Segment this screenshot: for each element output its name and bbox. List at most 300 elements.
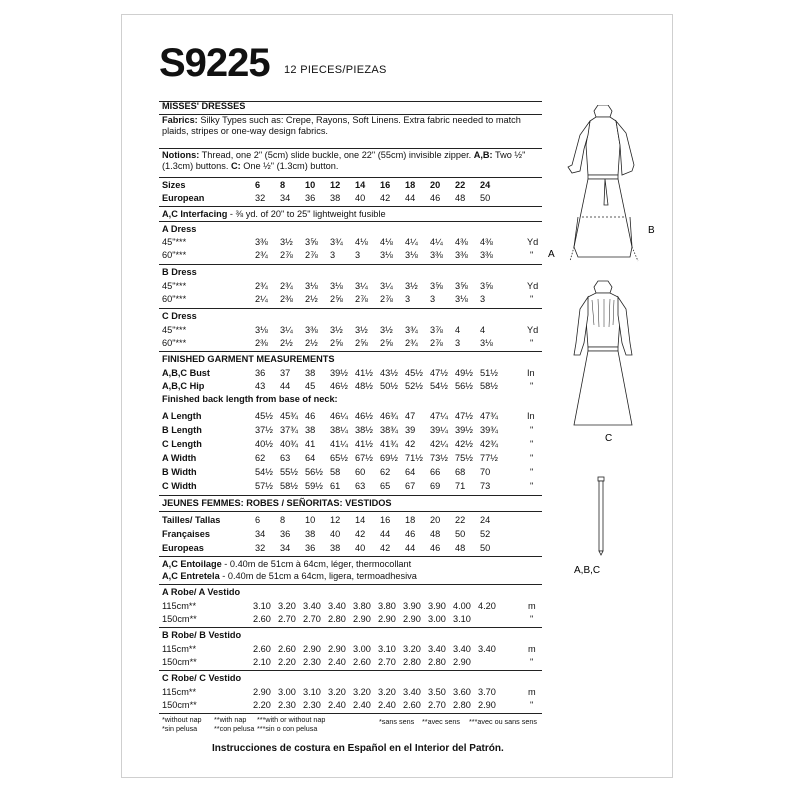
cell: 8 <box>280 180 286 190</box>
a-dress-unit: Yd <box>527 237 539 247</box>
notions-text <box>162 150 542 172</box>
b-robe-115-label: 115cm** <box>162 644 197 654</box>
cell: 46½ <box>355 411 373 421</box>
cell: 58½ <box>280 481 298 491</box>
cell: 4¼ <box>430 237 443 247</box>
entoilage-body: - 0.40m de 51cm à 64cm, léger, thermocollant <box>224 559 412 569</box>
cell: 2.80 <box>328 614 346 624</box>
a-robe-title: A Robe/ A Vestido <box>162 587 241 597</box>
cell: 3.00 <box>278 687 296 697</box>
a-robe-unit: m <box>528 601 536 611</box>
cell: 39½ <box>455 425 473 435</box>
entretela-text <box>162 571 417 582</box>
a-robe-unit2: " <box>530 614 534 624</box>
cell: 2⅜ <box>280 294 293 304</box>
cell: 4⅛ <box>355 237 368 247</box>
cell: 2⅝ <box>330 294 343 304</box>
cell: 38 <box>305 529 316 539</box>
cell: 39¼ <box>430 425 448 435</box>
cell: 3⅝ <box>305 237 318 247</box>
french-title: JEUNES FEMMES: ROBES / SEÑORITAS: VESTIDOS <box>162 498 392 508</box>
cell: 41¼ <box>330 439 348 449</box>
divider <box>159 351 542 352</box>
a-length-unit: In <box>527 411 535 421</box>
a-dress-title: A Dress <box>162 224 197 234</box>
c-dress-45-label: 45"*** <box>162 325 187 335</box>
c-dress-60-label: 60"*** <box>162 338 187 348</box>
cell: 2.30 <box>303 657 321 667</box>
cell: 2¾ <box>255 250 268 260</box>
finished-title: FINISHED GARMENT MEASUREMENTS <box>162 354 335 364</box>
cell: 34 <box>280 193 291 203</box>
cell: 2.30 <box>278 700 296 710</box>
cell: 42 <box>380 193 391 203</box>
cell: 50 <box>480 543 491 553</box>
footnote: ***with or without nap <box>257 715 326 724</box>
cell: 52½ <box>405 381 423 391</box>
fabrics-label: Fabrics: <box>162 115 198 125</box>
cell: 22 <box>455 515 466 525</box>
cell: 3.10 <box>378 644 396 654</box>
footnote: ***avec ou sans sens <box>469 717 537 726</box>
cell: 40 <box>355 543 366 553</box>
cell: 2.90 <box>353 614 371 624</box>
cell: 2⅞ <box>430 338 443 348</box>
cell: 2.40 <box>328 657 346 667</box>
b-robe-unit: m <box>528 644 536 654</box>
cell: 69 <box>430 481 441 491</box>
cell: 67 <box>405 481 416 491</box>
ditto-mark: " <box>530 338 534 348</box>
hip-unit: " <box>530 381 534 391</box>
c-robe-115-label: 115cm** <box>162 687 197 697</box>
cell: 48½ <box>355 381 373 391</box>
divider <box>159 627 542 628</box>
cell: 59½ <box>305 481 323 491</box>
cell: 2.90 <box>378 614 396 624</box>
cell: 3½ <box>280 237 293 247</box>
b-robe-title: B Robe/ B Vestido <box>162 630 242 640</box>
cell: 14 <box>355 515 366 525</box>
europeas-label: Europeas <box>162 543 204 553</box>
cell: 43½ <box>380 368 398 378</box>
footnote: *sans sens <box>379 717 415 726</box>
cell: 3⅜ <box>455 250 468 260</box>
cell: 3⅛ <box>405 250 418 260</box>
pattern-number: S9225 <box>159 41 270 85</box>
cell: 3⅛ <box>330 281 343 291</box>
ditto-mark: " <box>530 250 534 260</box>
cell: 39½ <box>330 368 348 378</box>
cell: 40¾ <box>280 439 298 449</box>
cell: 4⅛ <box>380 237 393 247</box>
cell: 48 <box>430 529 441 539</box>
a-width-label: A Width <box>162 453 197 463</box>
c-width-label: C Width <box>162 481 197 491</box>
cell: 2⅞ <box>280 250 293 260</box>
cell: 2⅝ <box>330 338 343 348</box>
label-a: A <box>548 249 555 260</box>
label-belt: A,B,C <box>574 565 601 576</box>
cell: 20 <box>430 180 441 190</box>
cell: 2¾ <box>280 281 293 291</box>
b-robe-unit2: " <box>530 657 534 667</box>
cell: 2.70 <box>303 614 321 624</box>
cell: 47½ <box>430 368 448 378</box>
cell: 46½ <box>330 381 348 391</box>
cell: 38 <box>305 425 316 435</box>
cell: 43 <box>255 381 266 391</box>
cell: 3.90 <box>428 601 446 611</box>
cell: 2½ <box>280 338 293 348</box>
cell: 3.90 <box>403 601 421 611</box>
cell: 32 <box>255 193 266 203</box>
cell: 3⅛ <box>305 281 318 291</box>
cell: 34 <box>280 543 291 553</box>
cell: 45¾ <box>280 411 298 421</box>
cell: 51½ <box>480 368 498 378</box>
cell: 4¼ <box>405 237 418 247</box>
cell: 44 <box>380 529 391 539</box>
cell: 36 <box>280 529 291 539</box>
cell: 3⅛ <box>480 338 493 348</box>
cell: 54½ <box>430 381 448 391</box>
b-dress-45-label: 45"*** <box>162 281 187 291</box>
entoilage-label: A,C Entoilage <box>162 559 222 569</box>
cell: 46 <box>430 543 441 553</box>
notions-label: Notions: <box>162 150 200 160</box>
cell: 48 <box>455 193 466 203</box>
cell: 3.50 <box>428 687 446 697</box>
cell: 38 <box>330 543 341 553</box>
cell: 38 <box>330 193 341 203</box>
cell: 58½ <box>480 381 498 391</box>
cell: 2⅞ <box>380 294 393 304</box>
footnote: ***sin o con pelusa <box>257 724 318 733</box>
cell: 3⅜ <box>480 250 493 260</box>
cell: 2.60 <box>403 700 421 710</box>
cell: 46 <box>305 411 316 421</box>
cell: 3⅝ <box>480 281 493 291</box>
cell: 2.60 <box>253 644 271 654</box>
c-dress-title: C Dress <box>162 311 197 321</box>
footnote: *without nap <box>162 715 202 724</box>
b-length-unit: " <box>530 425 534 435</box>
cell: 2⅝ <box>380 338 393 348</box>
footnote: **con pelusa <box>214 724 255 733</box>
cell: 52 <box>480 529 491 539</box>
cell: 32 <box>255 543 266 553</box>
cell: 2.90 <box>403 614 421 624</box>
cell: 44 <box>405 543 416 553</box>
cell: 46 <box>405 529 416 539</box>
divider <box>159 670 542 671</box>
b-width-unit: " <box>530 467 534 477</box>
cell: 3½ <box>380 325 393 335</box>
cell: 63 <box>355 481 366 491</box>
divider <box>159 177 542 178</box>
cell: 3.00 <box>353 644 371 654</box>
cell: 24 <box>480 515 491 525</box>
footnote: *sin pelusa <box>162 724 198 733</box>
cell: 12 <box>330 515 341 525</box>
footnote: **avec sens <box>422 717 460 726</box>
cell: 71 <box>455 481 466 491</box>
cell: 4.00 <box>453 601 471 611</box>
cell: 3¾ <box>330 237 343 247</box>
interfacing-text <box>162 209 386 220</box>
cell: 73 <box>480 481 491 491</box>
cell: 50 <box>480 193 491 203</box>
b-dress-title: B Dress <box>162 267 197 277</box>
cell: 56½ <box>305 467 323 477</box>
cell: 37½ <box>255 425 273 435</box>
cell: 66 <box>430 467 441 477</box>
cell: 42½ <box>455 439 473 449</box>
c-robe-unit: m <box>528 687 536 697</box>
a-robe-115-label: 115cm** <box>162 601 197 611</box>
label-c: C <box>605 433 613 444</box>
cell: 3.80 <box>378 601 396 611</box>
cell: 69½ <box>380 453 398 463</box>
cell: 3⅜ <box>255 237 268 247</box>
b-width-label: B Width <box>162 467 197 477</box>
cell: 40½ <box>255 439 273 449</box>
bust-unit: In <box>527 368 535 378</box>
cell: 46¼ <box>330 411 348 421</box>
cell: 2.60 <box>278 644 296 654</box>
cell: 2.80 <box>428 657 446 667</box>
cell: 14 <box>355 180 366 190</box>
divider <box>159 556 542 557</box>
cell: 47¼ <box>430 411 448 421</box>
cell: 63 <box>280 453 291 463</box>
cell: 70 <box>480 467 491 477</box>
cell: 3 <box>330 250 336 260</box>
cell: 39 <box>405 425 416 435</box>
pieces-count: 12 PIECES/PIEZAS <box>284 64 387 76</box>
cell: 42 <box>380 543 391 553</box>
cell: 36 <box>255 368 266 378</box>
cell: 3.10 <box>253 601 271 611</box>
a-dress-45-label: 45"*** <box>162 237 187 247</box>
cell: 3.20 <box>278 601 296 611</box>
bust-label: A,B,C Bust <box>162 368 210 378</box>
a-robe-150-label: 150cm** <box>162 614 197 624</box>
cell: 62 <box>380 467 391 477</box>
c-robe-150-label: 150cm** <box>162 700 197 710</box>
cell: 2.60 <box>253 614 271 624</box>
cell: 3.80 <box>353 601 371 611</box>
cell: 3.20 <box>328 687 346 697</box>
cell: 37¾ <box>280 425 298 435</box>
cell: 3.20 <box>403 644 421 654</box>
cell: 2.90 <box>253 687 271 697</box>
c-length-unit: " <box>530 439 534 449</box>
cell: 38¼ <box>330 425 348 435</box>
c-width-unit: " <box>530 481 534 491</box>
cell: 3¼ <box>355 281 368 291</box>
section-title: MISSES' DRESSES <box>162 101 246 111</box>
back-length-title: Finished back length from base of neck: <box>162 394 338 404</box>
cell: 3⅞ <box>430 325 443 335</box>
cell: 3.40 <box>453 644 471 654</box>
cell: 65 <box>380 481 391 491</box>
cell: 41½ <box>355 368 373 378</box>
cell: 3 <box>430 294 436 304</box>
cell: 58 <box>330 467 341 477</box>
cell: 50 <box>455 529 466 539</box>
cell: 4⅜ <box>480 237 493 247</box>
cell: 3½ <box>405 281 418 291</box>
cell: 2.60 <box>353 657 371 667</box>
cell: 2⅞ <box>305 250 318 260</box>
b-length-label: B Length <box>162 425 202 435</box>
divider <box>159 584 542 585</box>
cell: 2.90 <box>328 644 346 654</box>
cell: 49½ <box>455 368 473 378</box>
cell: 16 <box>380 515 391 525</box>
notions-c-text: One ½" (1.3cm) button. <box>243 161 339 171</box>
cell: 67½ <box>355 453 373 463</box>
cell: 3.70 <box>478 687 496 697</box>
cell: 10 <box>305 515 316 525</box>
spanish-instructions-note: Instrucciones de costura en Español en el Interior del Patrón. <box>212 743 504 754</box>
cell: 42¾ <box>480 439 498 449</box>
cell: 47½ <box>455 411 473 421</box>
cell: 12 <box>330 180 341 190</box>
dress-a-b-sketch <box>568 105 638 261</box>
divider <box>159 495 542 496</box>
cell: 3.20 <box>353 687 371 697</box>
cell: 38½ <box>355 425 373 435</box>
cell: 18 <box>405 180 416 190</box>
cell: 48 <box>455 543 466 553</box>
cell: 65½ <box>330 453 348 463</box>
cell: 2.80 <box>453 700 471 710</box>
cell: 3.40 <box>403 687 421 697</box>
cell: 57½ <box>255 481 273 491</box>
cell: 3.40 <box>428 644 446 654</box>
divider <box>159 264 542 265</box>
cell: 3⅜ <box>430 250 443 260</box>
cell: 75½ <box>455 453 473 463</box>
cell: 45½ <box>405 368 423 378</box>
ditto-mark: " <box>530 294 534 304</box>
cell: 3⅜ <box>305 325 318 335</box>
b-dress-unit: Yd <box>527 281 539 291</box>
footnote: **with nap <box>214 715 247 724</box>
notions-ab-label: A,B: <box>473 150 493 160</box>
cell: 3⅛ <box>255 325 268 335</box>
cell: 44 <box>405 193 416 203</box>
belt-sketch <box>598 477 604 555</box>
cell: 46 <box>430 193 441 203</box>
cell: 2.40 <box>353 700 371 710</box>
entoilage-text <box>162 559 411 570</box>
divider <box>159 511 542 512</box>
cell: 2.90 <box>453 657 471 667</box>
a-width-unit: " <box>530 453 534 463</box>
dress-c-sketch <box>574 281 632 425</box>
cell: 42¼ <box>430 439 448 449</box>
cell: 4 <box>455 325 461 335</box>
cell: 64 <box>405 467 416 477</box>
divider <box>159 308 542 309</box>
cell: 36 <box>305 193 316 203</box>
tailles-label: Tailles/ Tallas <box>162 515 221 525</box>
cell: 40 <box>355 193 366 203</box>
cell: 34 <box>255 529 266 539</box>
cell: 2¼ <box>255 294 268 304</box>
cell: 71½ <box>405 453 423 463</box>
cell: 16 <box>380 180 391 190</box>
cell: 4⅜ <box>455 237 468 247</box>
cell: 42 <box>405 439 416 449</box>
cell: 2.20 <box>253 700 271 710</box>
cell: 41½ <box>355 439 373 449</box>
cell: 2¾ <box>405 338 418 348</box>
cell: 10 <box>305 180 316 190</box>
cell: 2.90 <box>478 700 496 710</box>
cell: 38¾ <box>380 425 398 435</box>
b-dress-60-label: 60"*** <box>162 294 187 304</box>
cell: 4 <box>480 325 486 335</box>
cell: 73½ <box>430 453 448 463</box>
notions-body: Thread, one 2" (5cm) slide buckle, one 22" (55cm) invisible zipper. <box>201 150 472 160</box>
cell: 3¼ <box>280 325 293 335</box>
cell: 55½ <box>280 467 298 477</box>
cell: 3⅝ <box>430 281 443 291</box>
cell: 4.20 <box>478 601 496 611</box>
cell: 6 <box>255 515 261 525</box>
cell: 50½ <box>380 381 398 391</box>
cell: 3.60 <box>453 687 471 697</box>
cell: 3 <box>455 338 461 348</box>
cell: 2.90 <box>303 644 321 654</box>
interfacing-body: - ⅜ yd. of 20" to 25" lightweight fusible <box>229 209 386 219</box>
cell: 2.20 <box>278 657 296 667</box>
c-robe-unit2: " <box>530 700 534 710</box>
cell: 37 <box>280 368 291 378</box>
cell: 3⅝ <box>455 281 468 291</box>
cell: 3½ <box>330 325 343 335</box>
pattern-envelope-back <box>121 14 673 778</box>
garment-illustrations <box>542 105 672 685</box>
divider <box>159 148 542 149</box>
cell: 2.30 <box>303 700 321 710</box>
cell: 46¾ <box>380 411 398 421</box>
cell: 39¾ <box>480 425 498 435</box>
cell: 2⅞ <box>355 294 368 304</box>
divider <box>159 221 542 222</box>
cell: 3 <box>480 294 486 304</box>
cell: 40 <box>330 529 341 539</box>
cell: 6 <box>255 180 261 190</box>
cell: 18 <box>405 515 416 525</box>
cell: 2.10 <box>253 657 271 667</box>
cell: 2¾ <box>255 281 268 291</box>
a-dress-60-label: 60"*** <box>162 250 187 260</box>
cell: 62 <box>255 453 266 463</box>
european-label: European <box>162 193 205 203</box>
cell: 3.40 <box>328 601 346 611</box>
cell: 3¼ <box>380 281 393 291</box>
cell: 24 <box>480 180 491 190</box>
cell: 2.80 <box>403 657 421 667</box>
cell: 22 <box>455 180 466 190</box>
notions-ab-text: Two ½" (1.3cm) buttons. <box>162 150 526 171</box>
